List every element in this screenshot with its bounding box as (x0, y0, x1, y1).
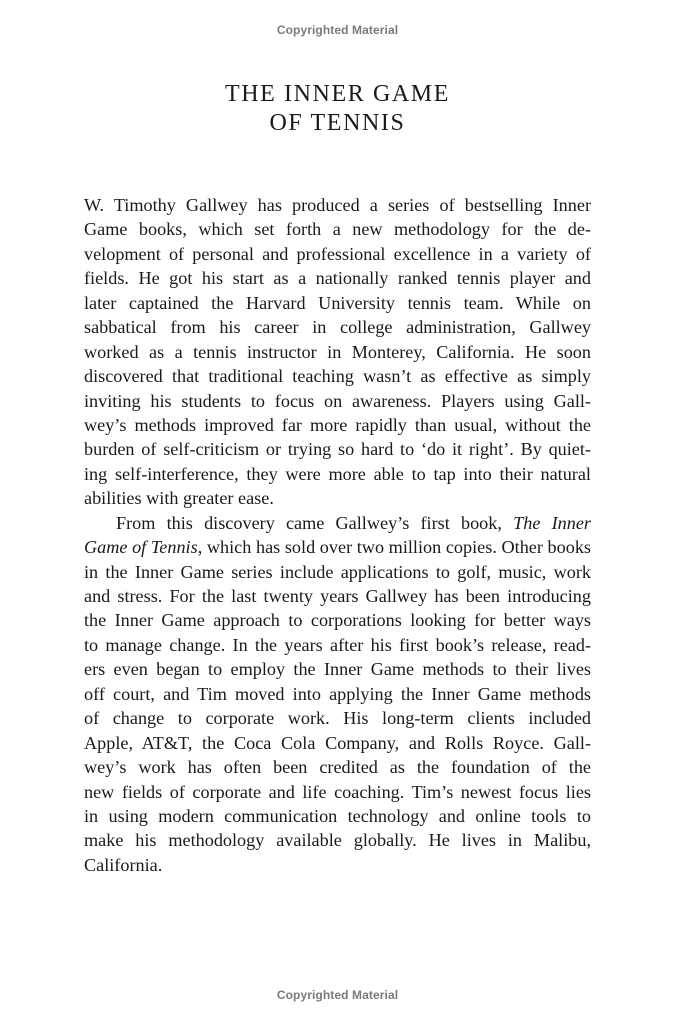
text-line: ing self-interference, they were more able to tap into their natural (84, 463, 591, 484)
text-line: in the Inner Game series include applications to golf, music, work (84, 561, 591, 582)
text-line: wey’s work has often been credited as the foundation of the (84, 757, 591, 778)
page-title (0, 80, 675, 138)
text-line: the Inner Game approach to corporations looking for better ways (84, 610, 591, 631)
book-title-italic: Game of Tennis (84, 537, 198, 558)
text-line: Game books, which set forth a new methodology for the de- (84, 219, 591, 240)
title-line-1: THE INNER GAME (224, 81, 451, 107)
text-line: in using modern communication technology and online tools to (84, 805, 591, 826)
text-line: of change to corporate work. His long-term clients included (84, 708, 591, 729)
text-line: fields. He got his start as a nationally ranked tennis player and (84, 268, 591, 289)
text-line: later captained the Harvard University tennis team. While on (84, 292, 591, 313)
text-line: inviting his students to focus on awareness. Players using Gall- (84, 390, 591, 411)
text-line: abilities with greater ease. (84, 488, 274, 509)
text-line: W. Timothy Gallwey has produced a series of bestselling Inner (84, 195, 591, 215)
text-line: wey’s methods improved far more rapidly than usual, without the (84, 414, 591, 435)
text-line: make his methodology available globally. He lives in Malibu, (84, 830, 591, 851)
text-line: ers even began to employ the Inner Game methods to their lives (84, 659, 591, 680)
text-run: , which has sold over two million copies. Other books (197, 537, 592, 558)
text-line: burden of self-criticism or trying so hard to ‘do it right’. By quiet- (84, 439, 591, 460)
paragraph-2 (84, 511, 591, 878)
text-line: worked as a tennis instructor in Monterey, California. He soon (84, 341, 591, 362)
text-line (84, 511, 591, 535)
text-line: Apple, AT&T, the Coca Cola Company, and Rolls Royce. Gall- (84, 732, 591, 753)
text-line (84, 535, 591, 559)
text-line: California. (84, 854, 163, 875)
text-line: velopment of personal and professional excellence in a variety of (84, 243, 591, 264)
text-line: new fields of corporate and life coaching. Tim’s newest focus lies (84, 781, 591, 802)
paragraph-1 (84, 193, 591, 511)
text-line: sabbatical from his career in college administration, Gallwey (84, 317, 591, 338)
text-run: From this discovery came Gallwey’s first book, (116, 512, 514, 533)
book-title-italic: The Inner (513, 512, 591, 533)
text-line: off court, and Tim moved into applying the Inner Game methods (84, 683, 591, 704)
text-line: discovered that traditional teaching wasn’t as effective as simply (84, 366, 591, 387)
biography-text (84, 193, 591, 877)
copyright-watermark-bottom: Copyrighted Material (276, 988, 399, 1002)
copyright-watermark-top: Copyrighted Material (276, 23, 399, 37)
text-line: and stress. For the last twenty years Gallwey has been introducing (84, 586, 591, 606)
text-line: to manage change. In the years after his first book’s release, read- (84, 634, 591, 655)
title-line-2: OF TENNIS (269, 110, 406, 136)
